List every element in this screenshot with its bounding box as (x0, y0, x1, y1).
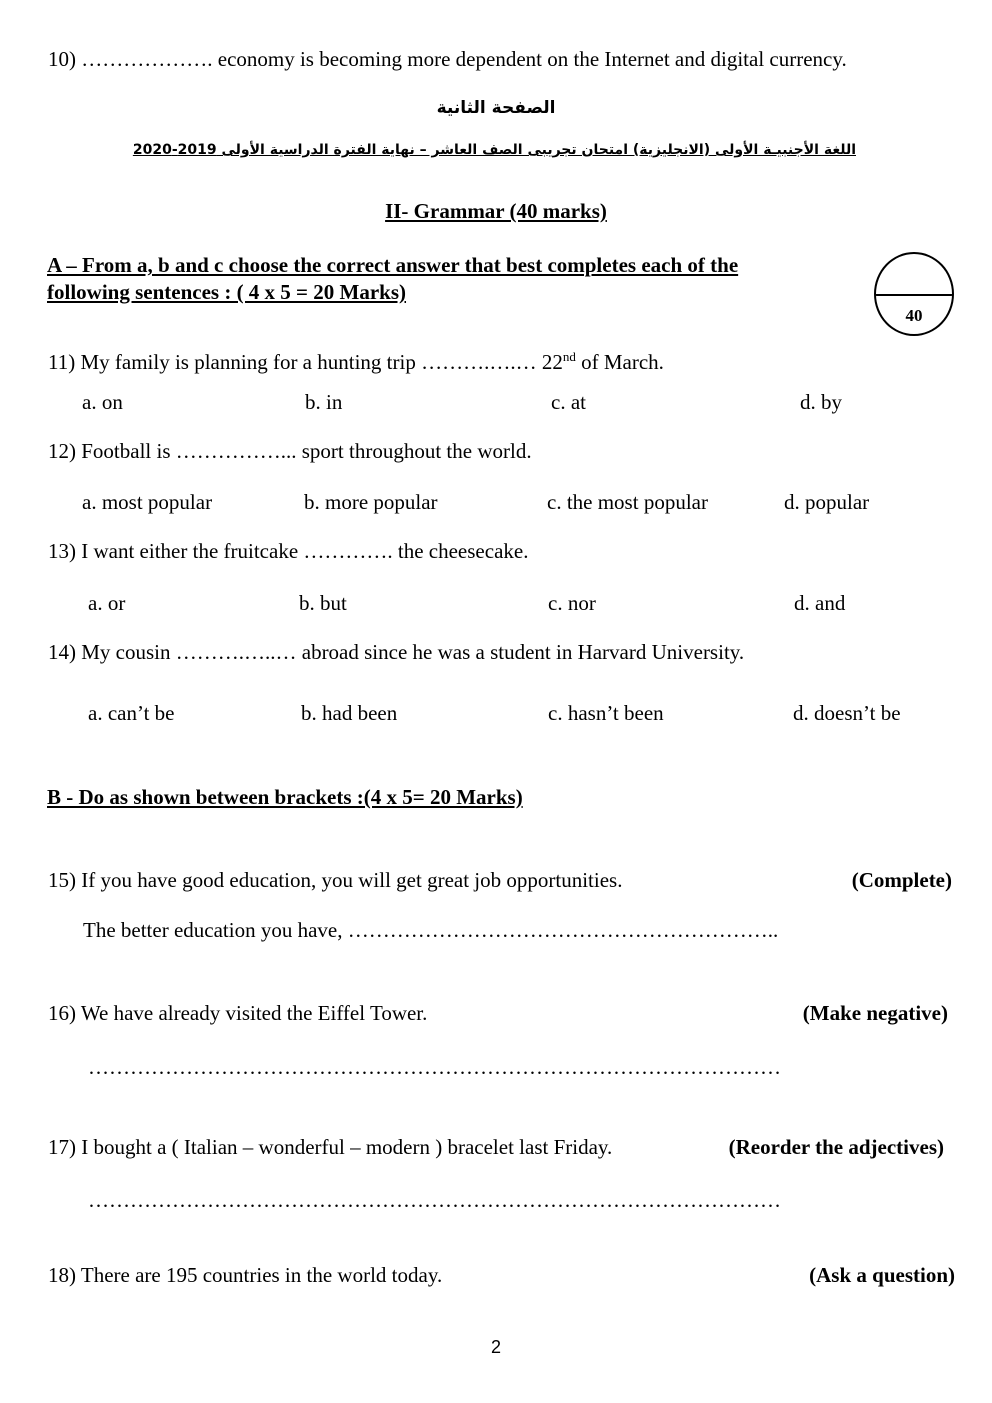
question-11-option-d[interactable]: d. by (800, 390, 842, 414)
question-18-instruction: (Ask a question) (809, 1263, 955, 1287)
question-14-option-d[interactable]: d. doesn’t be (793, 701, 901, 725)
question-17: 17) I bought a ( Italian – wonderful – modern ) bracelet last Friday. (48, 1135, 613, 1159)
question-10: 10) ………………. economy is becoming more dependent on the Internet and digital currency. (48, 47, 847, 71)
question-16-answer-field[interactable]: ……………………………………………………………………………………… (88, 1055, 781, 1079)
question-12: 12) Football is ……………... sport throughout the world. (48, 439, 532, 463)
question-14-option-b[interactable]: b. had been (301, 701, 398, 725)
section-a-heading-line1: A – From a, b and c choose the correct answer that best completes each of the (47, 253, 739, 277)
question-12-option-b[interactable]: b. more popular (304, 490, 438, 514)
question-12-option-c[interactable]: c. the most popular (547, 490, 708, 514)
question-12-option-d[interactable]: d. popular (784, 490, 870, 514)
exam-header-arabic: اللغة الأجنبيـة الأولى (الانجليزية) امتحان تجريبى الصف العاشر – نهاية الفترة الدراسية الأولى 2019-2020 (132, 142, 856, 158)
question-13-option-c[interactable]: c. nor (548, 591, 596, 615)
question-14-option-a[interactable]: a. can’t be (88, 701, 175, 725)
question-11 (48, 349, 664, 375)
grammar-section-title: II- Grammar (40 marks) (385, 199, 607, 223)
page-label-arabic: الصفحة الثانية (436, 98, 556, 118)
question-14-option-c[interactable]: c. hasn’t been (548, 701, 664, 725)
question-15-instruction: (Complete) (851, 868, 952, 892)
question-13-option-a[interactable]: a. or (88, 591, 126, 615)
question-11-option-c[interactable]: c. at (551, 390, 586, 414)
question-11-ordinal: nd (562, 349, 576, 364)
section-a-heading-line2: following sentences : ( 4 x 5 = 20 Marks) (47, 280, 407, 304)
section-b-heading: B - Do as shown between brackets :(4 x 5= 20 Marks) (47, 785, 523, 809)
question-13: 13) I want either the fruitcake …………. the cheesecake. (48, 539, 529, 563)
score-total: 40 (905, 306, 923, 325)
question-15-answer-field[interactable]: The better education you have, …………………………………………………….. (83, 918, 779, 942)
question-11-option-b[interactable]: b. in (305, 390, 343, 414)
question-12-option-a[interactable]: a. most popular (82, 490, 213, 514)
question-11-option-a[interactable]: a. on (82, 390, 123, 414)
page-number: 2 (490, 1337, 501, 1357)
question-18: 18) There are 195 countries in the world today. (48, 1263, 443, 1287)
question-14: 14) My cousin ……….…..… abroad since he was a student in Harvard University. (48, 640, 745, 664)
score-divider (876, 294, 952, 296)
question-13-option-b[interactable]: b. but (299, 591, 347, 615)
question-17-answer-field[interactable]: ……………………………………………………………………………………… (88, 1188, 781, 1212)
question-13-option-d[interactable]: d. and (794, 591, 846, 615)
question-11-stem: 11) My family is planning for a hunting trip ……….….… 22 (48, 350, 563, 374)
question-16-instruction: (Make negative) (802, 1001, 948, 1025)
question-11-stem-end: of March. (575, 350, 664, 374)
question-17-instruction: (Reorder the adjectives) (728, 1135, 944, 1159)
question-15: 15) If you have good education, you will get great job opportunities. (48, 868, 623, 892)
question-16: 16) We have already visited the Eiffel Tower. (48, 1001, 428, 1025)
score-circle (874, 252, 954, 336)
